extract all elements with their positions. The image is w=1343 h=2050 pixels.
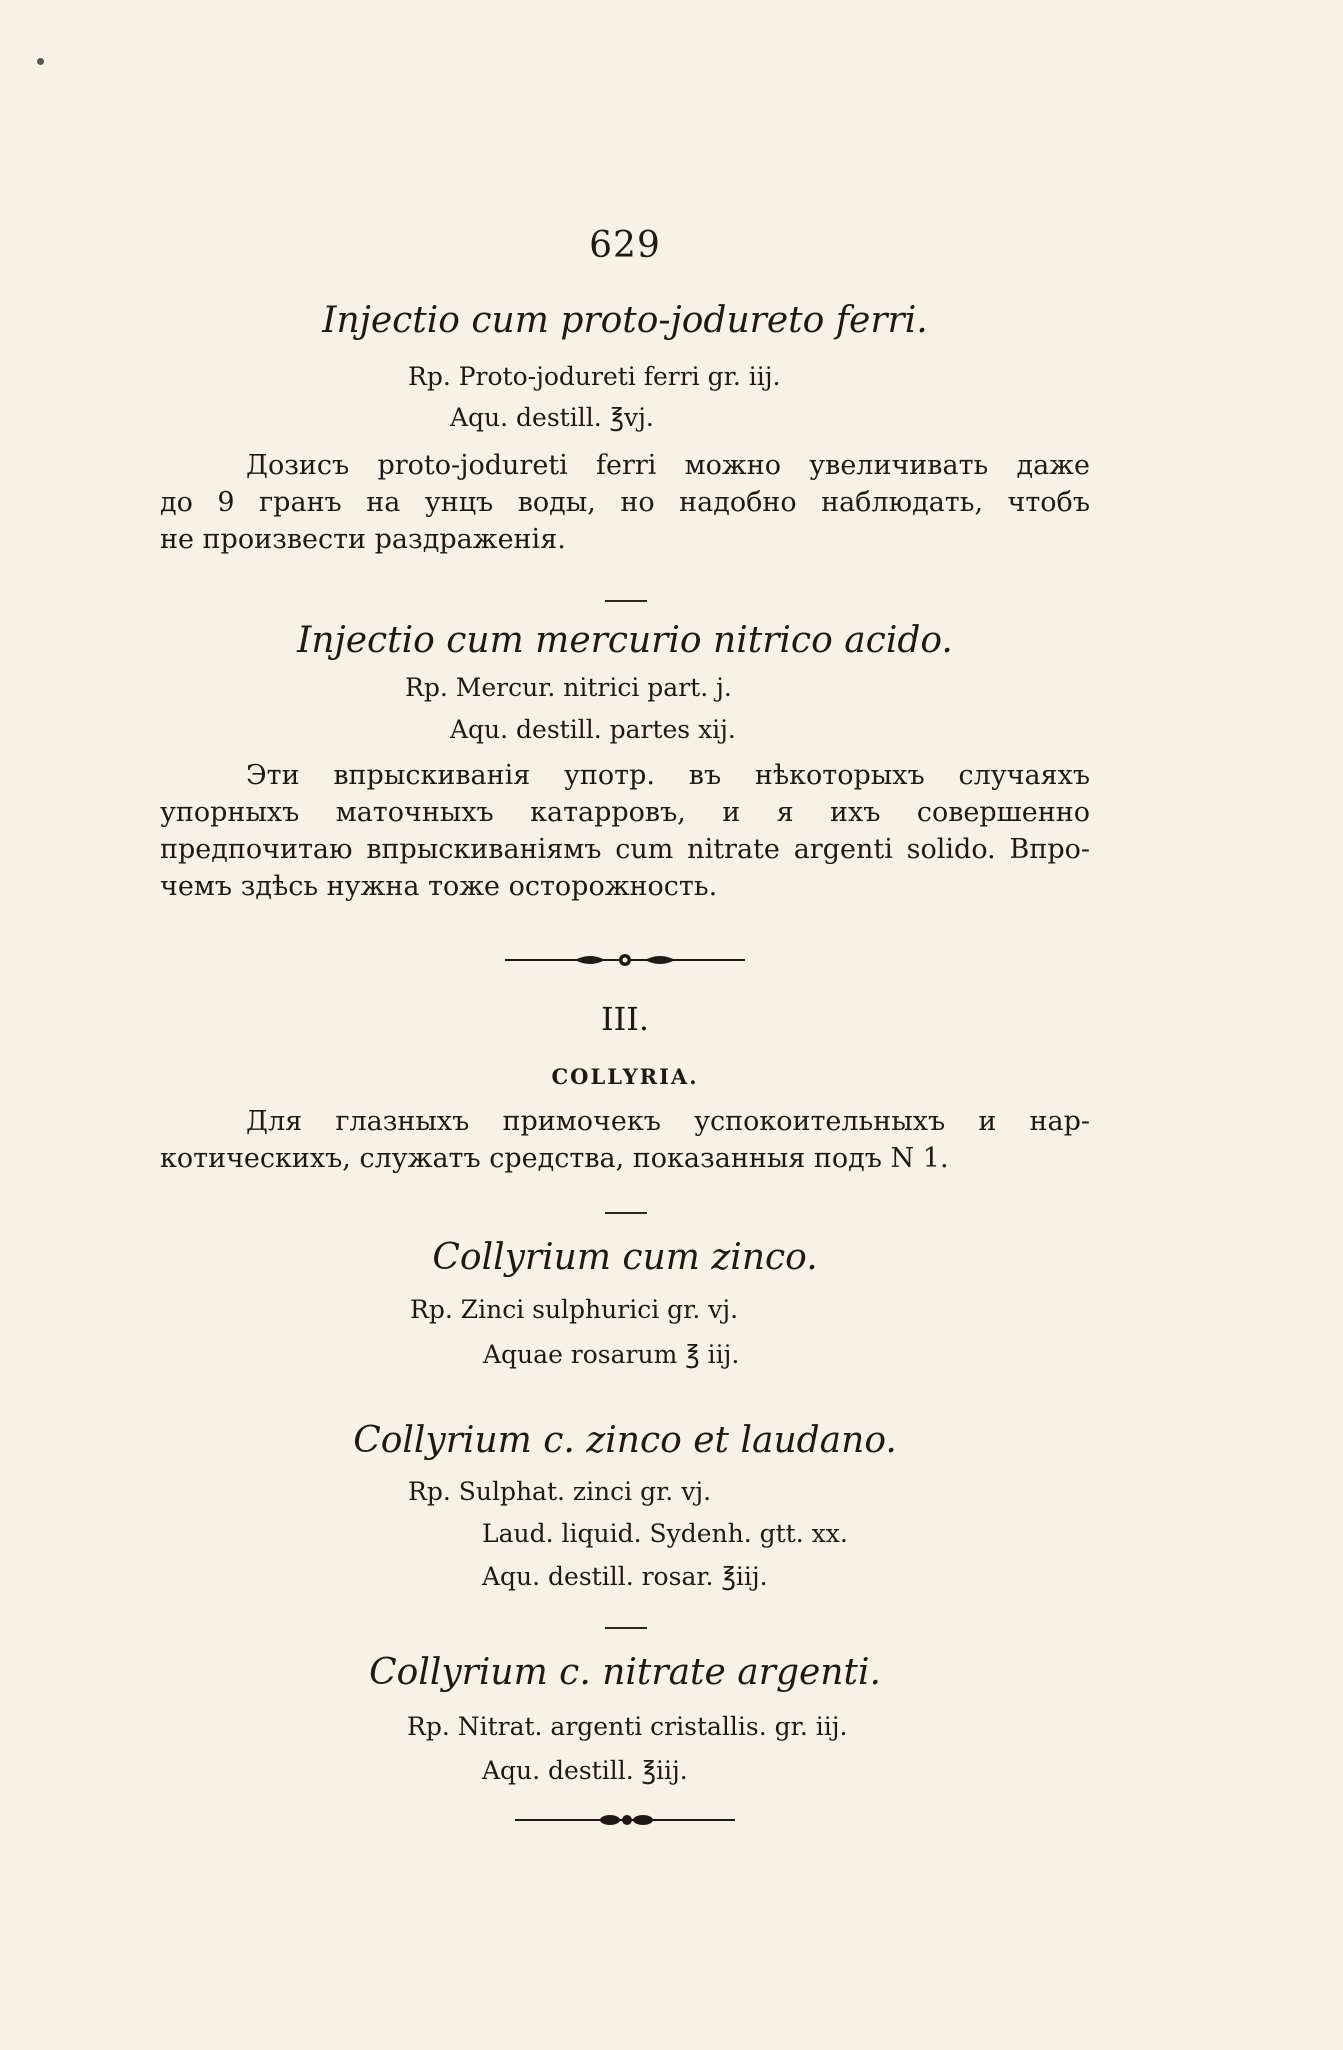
prescription-line: Aqu. destill. rosar. ℥iij.: [482, 1562, 768, 1591]
paragraph-line: Дозисъ proto-jodureti ferri можно увеличивать даже: [246, 450, 1090, 481]
paragraph-line: Для глазныхъ примочекъ успокоительныхъ и нар-: [246, 1106, 1090, 1137]
prescription-line: Rp. Mercur. nitrici part. j.: [405, 673, 732, 702]
prescription-line: Aqu. destill. partes xij.: [450, 715, 736, 744]
collyrium-title-3: Collyrium c. nitrate argenti.: [369, 1652, 881, 1693]
paragraph-line: до 9 гранъ на унцъ воды, но надобно наблюдать, чтобъ: [160, 487, 1090, 518]
paragraph-line: предпочитаю впрыскиваніямъ cum nitrate argenti solido. Впро-: [160, 834, 1090, 865]
paragraph-line: котическихъ, служатъ средства, показанныя подъ N 1.: [160, 1143, 949, 1174]
prescription-line: Laud. liquid. Sydenh. gtt. xx.: [482, 1519, 848, 1548]
prescription-line: Rp. Sulphat. zinci gr. vj.: [408, 1477, 712, 1506]
prescription-line: Rp. Nitrat. argenti cristallis. gr. iij.: [407, 1712, 848, 1741]
section-title-1: Injectio cum proto-jodureto ferri.: [322, 300, 928, 341]
paragraph-line: не произвести раздраженія.: [160, 524, 566, 555]
paragraph-1: [160, 447, 1090, 558]
prescription-line: Aqu. destill. ℥vj.: [450, 403, 654, 432]
prescription-line: Aqu. destill. ℥iij.: [482, 1756, 688, 1785]
separator-dash: [605, 600, 647, 602]
paragraph-line: упорныхъ маточныхъ катарровъ, и я ихъ совершенно: [160, 797, 1090, 828]
collyria-intro: [160, 1103, 1090, 1177]
separator-dash: [605, 1627, 647, 1629]
paragraph-2: [160, 757, 1090, 905]
ornament-divider: [160, 950, 1090, 974]
prescription-line: Aquae rosarum ℥ iij.: [483, 1340, 740, 1369]
section-numeral: III.: [600, 1000, 650, 1038]
section-title-2: Injectio cum mercurio nitrico acido.: [297, 620, 953, 661]
prescription-line: Rp. Proto-jodureti ferri gr. iij.: [408, 362, 781, 391]
ornament-divider: [160, 1812, 1090, 1832]
paragraph-line: чемъ здѣсь нужна тоже осторожность.: [160, 871, 718, 902]
collyrium-title-1: Collyrium cum zinco.: [432, 1237, 818, 1278]
document-page: [160, 0, 1090, 2050]
separator-dash: [605, 1212, 647, 1214]
prescription-line: Rp. Zinci sulphurici gr. vj.: [410, 1295, 739, 1324]
collyrium-title-2: Collyrium c. zinco et laudano.: [353, 1420, 897, 1461]
section-heading: COLLYRIA.: [551, 1064, 699, 1089]
page-number: 629: [589, 225, 661, 266]
paragraph-line: Эти впрыскиванія употр. въ нѣкоторыхъ случаяхъ: [246, 760, 1090, 791]
margin-speck: [37, 58, 44, 65]
